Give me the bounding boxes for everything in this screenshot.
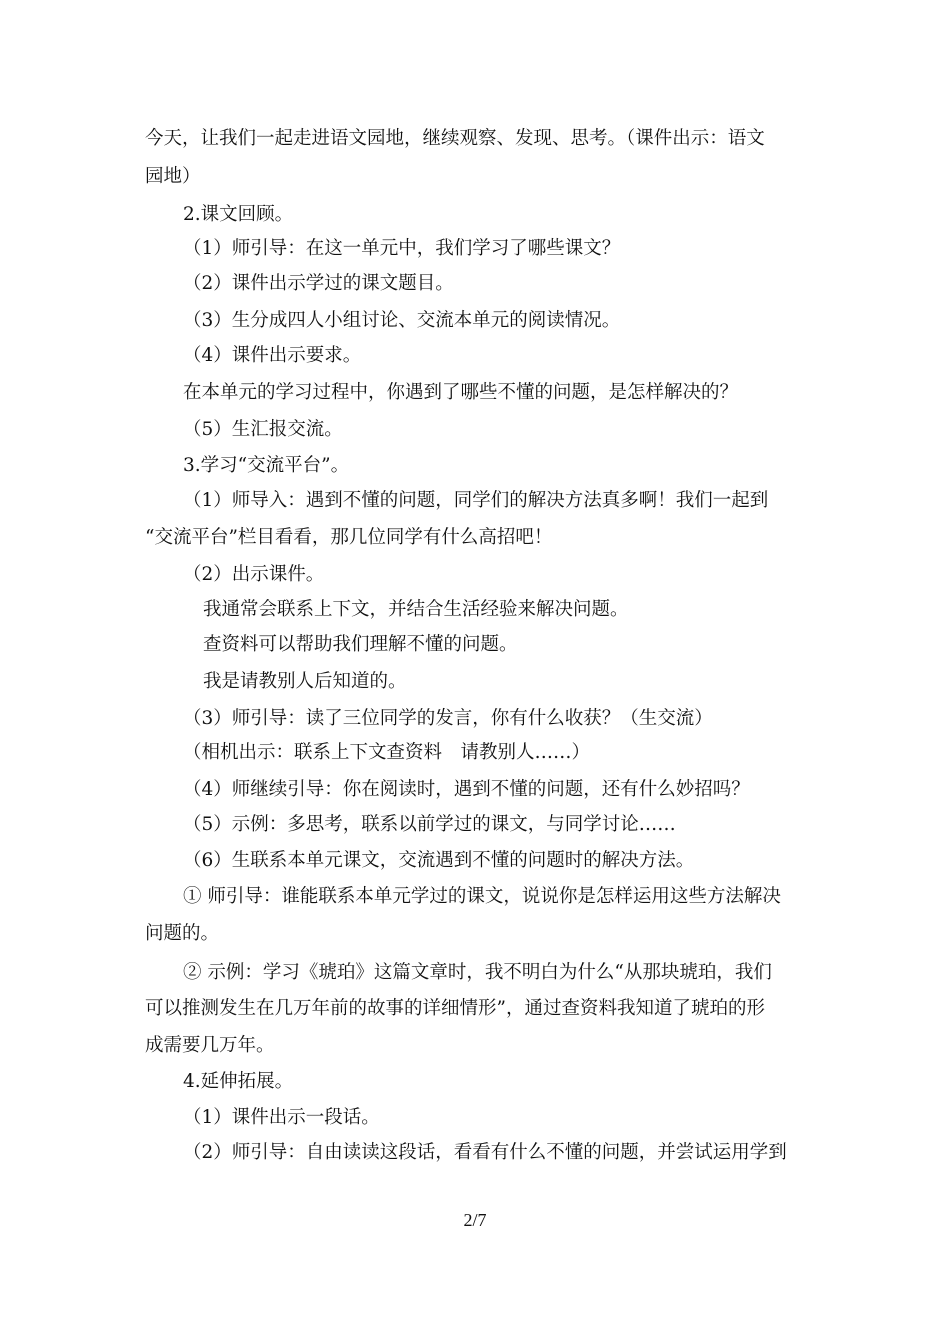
text-line: （2）师引导：自由读读这段话，看看有什么不懂的问题，并尝试运用学到 [183,1142,787,1163]
text-line: （1）师导入：遇到不懂的问题，同学们的解决方法真多啊！我们一起到 [183,490,769,511]
text-line: （4）课件出示要求。 [183,345,362,366]
page-number: 2/7 [463,1210,487,1230]
text-line: “交流平台”栏目看看，那几位同学有什么高招吧！ [145,527,553,548]
text-line: 成需要几万年。 [145,1035,275,1056]
text-line: （2）出示课件。 [183,564,325,585]
text-line: ② 示例：学习《琥珀》这篇文章时，我不明白为什么“从那块琥珀，我们 [183,962,772,983]
text-line: （相机出示：联系上下文查资料 请教别人……） [183,742,591,763]
text-line: （3）生分成四人小组讨论、交流本单元的阅读情况。 [183,310,621,331]
text-line: （4）师继续引导：你在阅读时，遇到不懂的问题，还有什么妙招吗？ [183,779,750,800]
quote-line: 查资料可以帮助我们理解不懂的问题。 [203,634,518,655]
text-line: （5）生汇报交流。 [183,419,343,440]
text-line: 今天，让我们一起走进语文园地，继续观察、发现、思考。（课件出示：语文 [145,128,765,149]
text-line: （2）课件出示学过的课文题目。 [183,273,454,294]
text-line: 问题的。 [145,923,220,944]
section-heading: 2.课文回顾。 [183,204,294,225]
quote-line: 我是请教别人后知道的。 [203,671,407,692]
quote-line: 我通常会联系上下文，并结合生活经验来解决问题。 [203,599,629,620]
text-line: （1）课件出示一段话。 [183,1107,380,1128]
section-heading: 3.学习“交流平台”。 [183,455,350,476]
text-line: 可以推测发生在几万年前的故事的详细情形”，通过查资料我知道了琥珀的形 [145,998,765,1019]
section-heading: 4.延伸拓展。 [183,1071,294,1092]
text-line: （6）生联系本单元课文，交流遇到不懂的问题时的解决方法。 [183,850,695,871]
text-line: 园地） [145,166,201,187]
text-line: ① 师引导：谁能联系本单元学过的课文，说说你是怎样运用这些方法解决 [183,886,781,907]
text-line: 在本单元的学习过程中，你遇到了哪些不懂的问题，是怎样解决的？ [183,382,739,403]
text-line: （3）师引导：读了三位同学的发言，你有什么收获？（生交流） [183,708,713,729]
text-line: （5）示例：多思考，联系以前学过的课文，与同学讨论…… [183,814,676,835]
text-line: （1）师引导：在这一单元中，我们学习了哪些课文？ [183,238,621,259]
